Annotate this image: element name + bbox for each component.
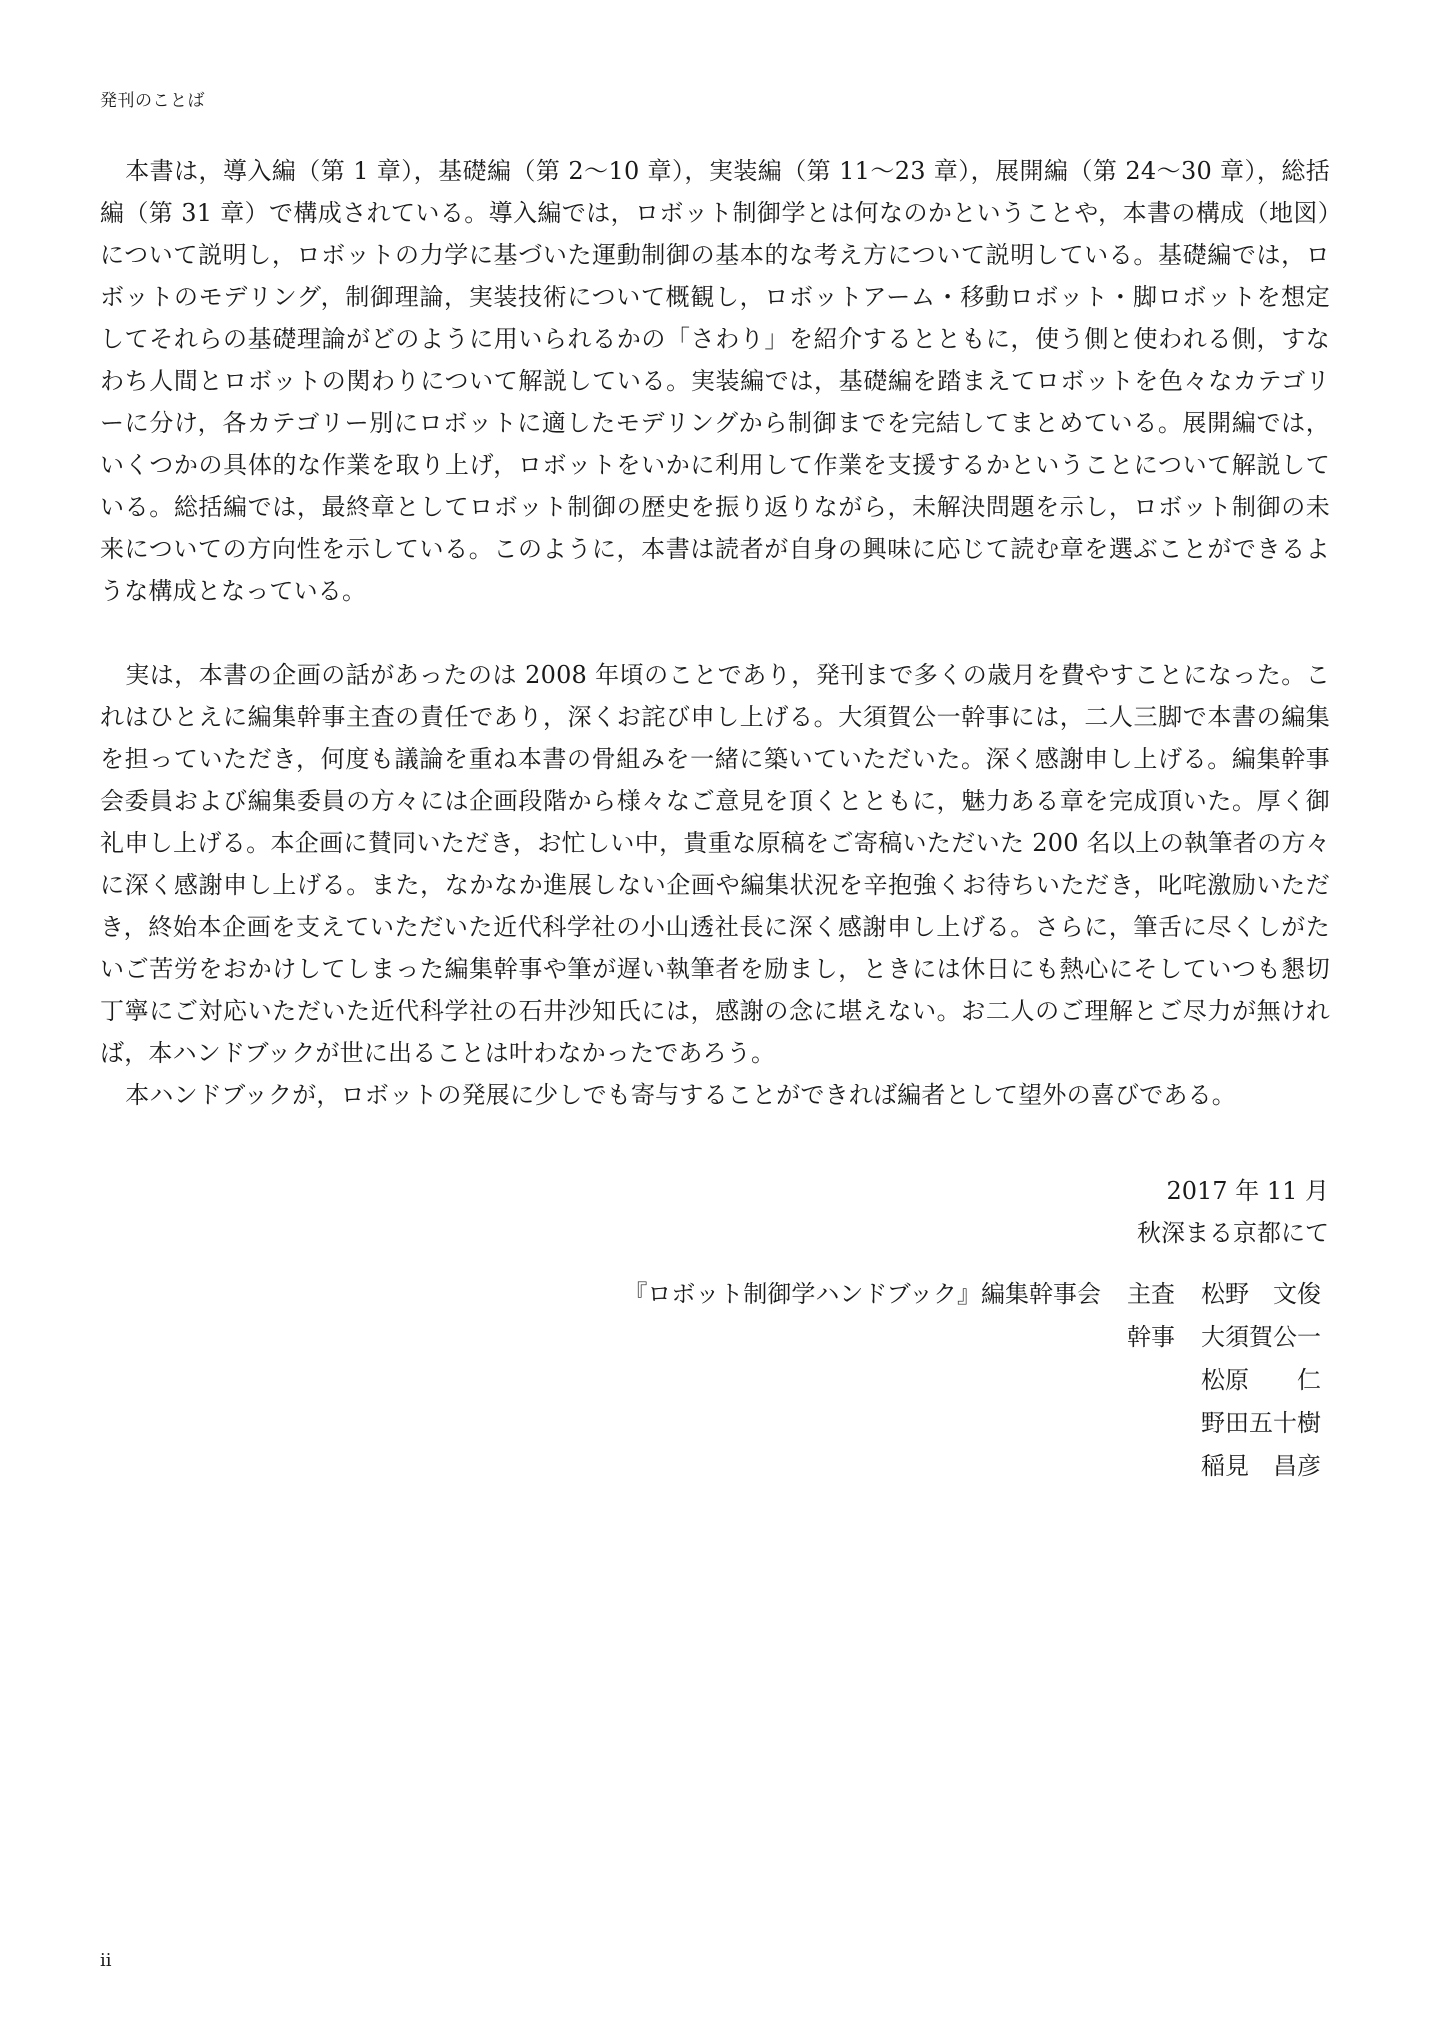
running-header: 発刊のことば xyxy=(100,91,205,111)
signature-row xyxy=(623,1402,1329,1445)
signature-name: 松野 文俊 xyxy=(1201,1280,1321,1308)
paragraph-closing-wish: 本ハンドブックが，ロボットの発展に少しでも寄与することができれば編者として望外の喜びである。 xyxy=(125,1081,1236,1109)
editorial-committee-name: 『ロボット制御学ハンドブック』編集幹事会 xyxy=(623,1280,1101,1308)
editor-signature-block xyxy=(623,1273,1329,1488)
signature-row xyxy=(623,1359,1329,1402)
signature-role: 幹事 xyxy=(1127,1323,1175,1351)
page-number: ii xyxy=(100,1950,112,1971)
closing-block xyxy=(1137,1170,1329,1254)
signature-row xyxy=(623,1273,1329,1316)
signature-name: 松原 仁 xyxy=(1201,1366,1321,1394)
closing-date: 2017 年 11 月 xyxy=(1166,1177,1329,1205)
signature-name: 野田五十樹 xyxy=(1201,1409,1321,1437)
signature-name: 大須賀公一 xyxy=(1201,1323,1321,1351)
signature-row xyxy=(623,1316,1329,1359)
signature-name: 稲見 昌彦 xyxy=(1201,1452,1321,1480)
signature-role: 主査 xyxy=(1127,1280,1175,1308)
signature-row xyxy=(623,1445,1329,1488)
paragraph-acknowledgements: 実は，本書の企画の話があったのは 2008 年頃のことであり，発刊まで多くの歳月を費やすことになった。これはひとえに編集幹事主査の責任であり，深くお詫び申し上げる。大須賀公一幹事には，二人三脚で本書の編集を担っていただき，何度も議論を重ね本書の骨組みを一緒に築いていただいた。深く感謝申し上げる。編集幹事会委員および編集委員の方々には企画段階から様々なご意見を頂くとともに，魅力ある章を完成頂いた。厚く御礼申し上げる。本企画に賛同いただき，お忙しい中，貴重な原稿をご寄稿いただいた 200 名以上の執筆者の方々に深く感謝申し上げる。また，なかなか進展しない企画や編集状況を辛抱強くお待ちいただき，叱咤激励いただき，終始本企画を支えていただいた近代科学社の小山透社長に深く感謝申し上げる。さらに，筆舌に尽くしがたいご苦労をおかけしてしまった編集幹事や筆が遅い執筆者を励まし，ときには休日にも熱心にそしていつも懇切丁寧にご対応いただいた近代科学社の石井沙知氏には，感謝の念に堪えない。お二人のご理解とご尽力が無ければ，本ハンドブックが世に出ることは叶わなかったであろう。 xyxy=(100,661,1330,1067)
closing-place: 秋深まる京都にて xyxy=(1137,1219,1329,1247)
paragraph-structure-overview: 本書は，導入編（第 1 章），基礎編（第 2～10 章），実装編（第 11～23 章），展開編（第 24～30 章），総括編（第 31 章）で構成されている。導入編では，ロボット制御学とは何なのかということや，本書の構成（地図）について説明し，ロボットの力学に基づいた運動制御の基本的な考え方について説明している。基礎編では，ロボットのモデリング，制御理論，実装技術について概観し，ロボットアーム・移動ロボット・脚ロボットを想定してそれらの基礎理論がどのように用いられるかの「さわり」を紹介するとともに，使う側と使われる側，すなわち人間とロボットの関わりについて解説している。実装編では，基礎編を踏まえてロボットを色々なカテゴリーに分け，各カテゴリー別にロボットに適したモデリングから制御までを完結してまとめている。展開編では，いくつかの具体的な作業を取り上げ，ロボットをいかに利用して作業を支援するかということについて解説している。総括編では，最終章としてロボット制御の歴史を振り返りながら，未解決問題を示し，ロボット制御の未来についての方向性を示している。このように，本書は読者が自身の興味に応じて読む章を選ぶことができるような構成となっている。 xyxy=(100,157,1330,605)
preface-body xyxy=(100,150,1330,1116)
